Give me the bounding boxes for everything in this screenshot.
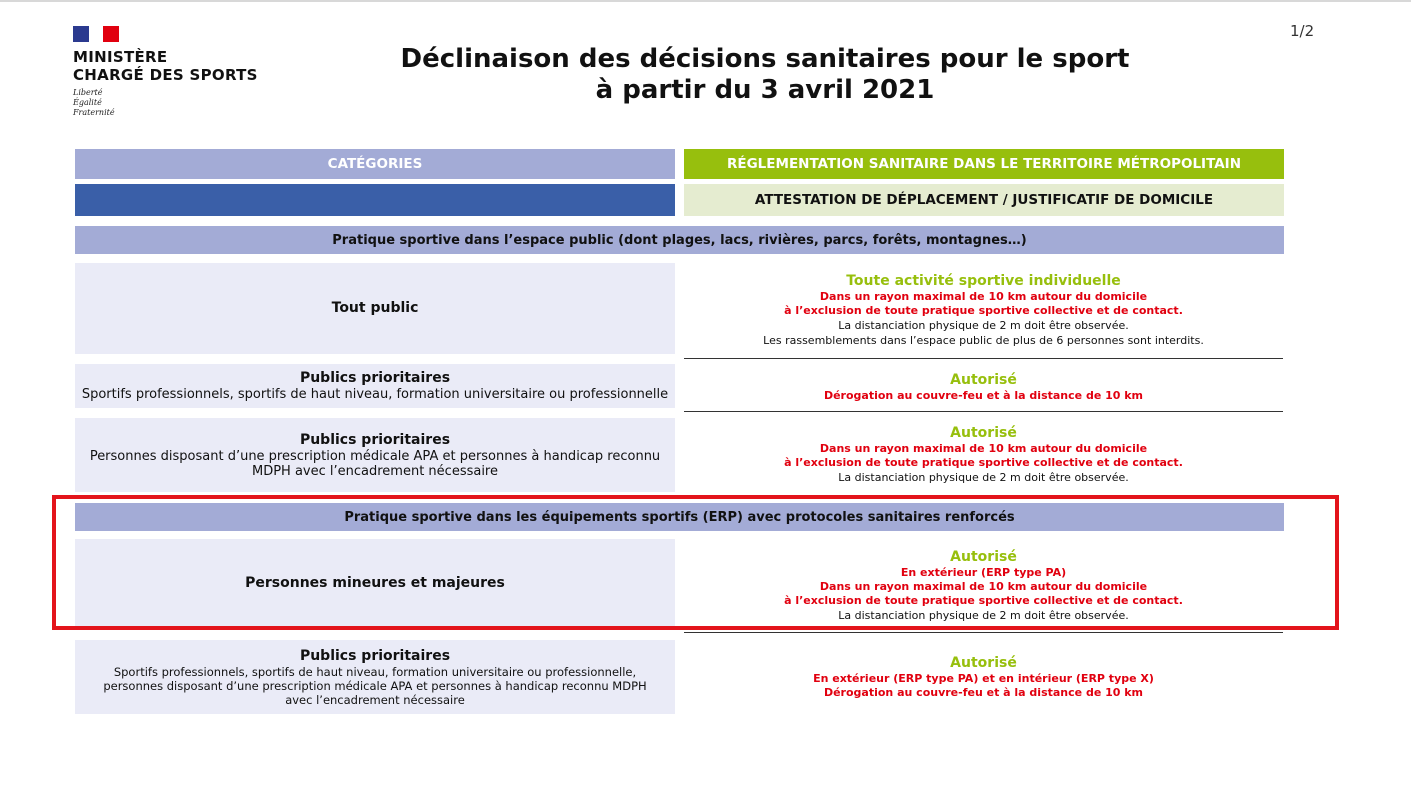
ministry-line-1: MINISTÈRE (73, 48, 168, 66)
attestation-header: ATTESTATION DE DÉPLACEMENT / JUSTIFICATIF DE DOMICILE (684, 184, 1284, 216)
red-note: à l’exclusion de toute pratique sportive collective et de contact. (784, 593, 1183, 607)
categories-subheader (75, 184, 675, 216)
red-note: Dérogation au couvre-feu et à la distance de 10 km (823, 389, 1144, 402)
page-title (380, 44, 1150, 106)
status-text: Autorisé (950, 548, 1017, 565)
red-note: à l’exclusion de toute pratique sportive collective et de contact. (784, 304, 1183, 317)
red-note: Dans un rayon maximal de 10 km autour du domicile (819, 290, 1148, 303)
motto-liberte: Liberté (73, 88, 103, 97)
regulation-header: RÉGLEMENTATION SANITAIRE DANS LE TERRITOIRE MÉTROPOLITAIN (684, 149, 1284, 179)
category-title: Publics prioritaires (299, 431, 451, 448)
red-note: Dans un rayon maximal de 10 km autour du domicile (819, 579, 1148, 593)
category-title: Publics prioritaires (299, 647, 451, 664)
motto-egalite: Égalité (73, 98, 102, 107)
ministry-logo (73, 26, 258, 118)
red-note: Dérogation au couvre-feu et à la distance de 10 km (823, 685, 1144, 699)
ministry-name (73, 48, 258, 84)
regulation-cell-tout-public (684, 263, 1283, 359)
section-public-space-title: Pratique sportive dans l’espace public (dont plages, lacs, rivières, parcs, forêts, montagnes…) (75, 226, 1284, 254)
section-erp-title: Pratique sportive dans les équipements sportifs (ERP) avec protocoles sanitaires renforcés (75, 503, 1284, 531)
regulation-cell-publics-prioritaires-1 (684, 364, 1283, 412)
status-text: Autorisé (950, 425, 1017, 441)
black-note: Les rassemblements dans l’espace public de plus de 6 personnes sont interdits. (763, 334, 1204, 347)
category-description: Sportifs professionnels, sportifs de haut niveau, formation universitaire ou professionnelle, personnes disposant d’une prescription médicale APA et personnes à handicap reconnu MDPH avec l’encadrement nécessaire (103, 664, 647, 707)
regulation-cell-publics-prioritaires-2 (684, 418, 1283, 492)
french-flag-icon (73, 26, 119, 42)
category-cell-publics-prioritaires-1 (75, 364, 675, 408)
republic-motto (73, 88, 258, 118)
categories-header: CATÉGORIES (75, 149, 675, 179)
red-note: En extérieur (ERP type PA) (900, 565, 1067, 579)
title-line-2: à partir du 3 avril 2021 (595, 75, 935, 105)
category-description: Sportifs professionnels, sportifs de haut niveau, formation universitaire ou professionnelle (81, 387, 669, 402)
black-note: La distanciation physique de 2 m doit être observée. (838, 608, 1129, 622)
status-text: Toute activité sportive individuelle (846, 273, 1121, 289)
category-title: Personnes mineures et majeures (245, 574, 505, 591)
highlight-box (52, 495, 1339, 630)
status-text: Autorisé (950, 372, 1017, 388)
title-line-1: Déclinaison des décisions sanitaires pour le sport (400, 44, 1130, 74)
regulation-cell-publics-prioritaires-3 (684, 640, 1283, 714)
category-cell-publics-prioritaires-3 (75, 640, 675, 714)
category-description: Personnes disposant d’une prescription médicale APA et personnes à handicap reconnu MDPH avec l’encadrement nécessaire (89, 448, 661, 479)
ministry-line-2: CHARGÉ DES SPORTS (73, 66, 258, 84)
top-border (0, 0, 1411, 2)
page-number: 1/2 (1290, 22, 1315, 40)
category-title: Tout public (331, 300, 419, 316)
motto-fraternite: Fraternité (73, 108, 115, 117)
category-title: Publics prioritaires (299, 370, 451, 386)
red-note: En extérieur (ERP type PA) et en intérieur (ERP type X) (813, 671, 1154, 685)
black-note: La distanciation physique de 2 m doit être observée. (838, 319, 1129, 332)
red-note: à l’exclusion de toute pratique sportive collective et de contact. (784, 456, 1183, 469)
category-cell-tout-public (75, 263, 675, 354)
status-text: Autorisé (950, 654, 1017, 671)
category-cell-publics-prioritaires-2 (75, 418, 675, 492)
black-note: La distanciation physique de 2 m doit être observée. (838, 471, 1129, 484)
red-note: Dans un rayon maximal de 10 km autour du domicile (819, 442, 1148, 455)
